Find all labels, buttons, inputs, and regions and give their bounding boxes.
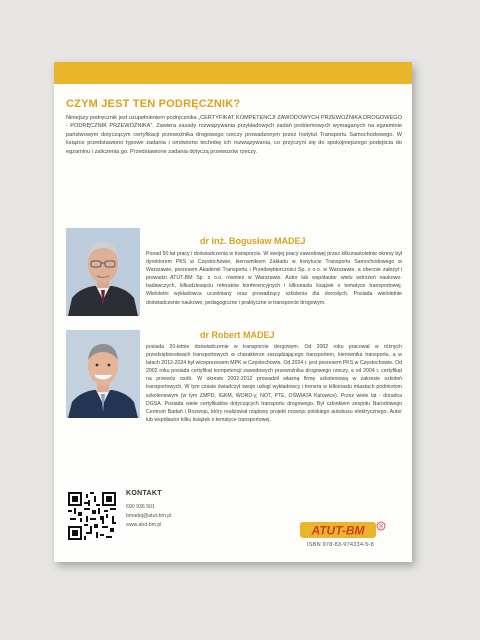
contact-phone: 690 936 501 xyxy=(126,504,155,510)
contact-email: bmadej@atut-bm.pl xyxy=(126,513,172,519)
cover-heading: CZYM JEST TEN PODRĘCZNIK? xyxy=(66,98,241,110)
author-bio-2: posiada 20-letnie doświadczenie w transporcie drogowym. Od 2002 roku pracował w różnych przedsiębiorstwach transportowych w charakterze zarządzającego transportem, kierownika transportu, a w latach 2012-2024 był wiceprezesem MPK w Częstochowie. Od 2024 r. jest prezesem PKS w Częstochowie. Od 2002 roku posiada certyfikat kompetencji zawodowych przewoźnika drogowego rzeczy, a od 2004 r. certyfikat na przewóz osób. W okresie 2002-2012 prowadził własną firmę szkoleniową w zakresie szkoleń transportowych. W tym czasie świadczył swoje usługi wykładowcy i trenera w kilkunastu miastach podmiotom szkoleniowym (w tym ZMPD, IGKM, WORD-y, NOT, PTE, OŚWIATA Katowice). Przez wiele lat - doradca DGSA. Posiada wiele certyfikatów dotyczących transportu drogowego. Był członkiem zespołu Narodowego Centrum Badań i Rozwoju, który realizował rządowy projekt rozwoju polskiego autobusu elektrycznego. Autor lub współautor kilku książek o tematyce transportowej. xyxy=(146,344,402,423)
author-name-1: dr inż. Bogusław MADEJ xyxy=(200,236,306,246)
book-back-cover xyxy=(54,62,412,562)
contact-website: www.atut-bm.pl xyxy=(126,522,162,528)
author-name-2: dr Robert MADEJ xyxy=(200,330,275,340)
author-photo-2 xyxy=(66,330,140,418)
isbn-number: ISBN 978-83-974334-5-8 xyxy=(307,542,374,548)
qr-code-icon xyxy=(66,490,118,542)
contact-title: KONTAKT xyxy=(126,490,162,497)
author-photo-1 xyxy=(66,228,140,316)
logo-registered-mark: ® xyxy=(378,524,384,531)
logo-text: ATUT-BM xyxy=(311,523,365,538)
cover-intro-paragraph: Niniejszy podręcznik jest uzupełnieniem podręcznika „CERTYFIKAT KOMPETENCJI ZAWODOWYCH PRZEWOŹNIKA DROGOWEGO - PODRĘCZNIK PRZEWOŹNIKA”. Zawiera zasady rozwiązywania przykładowych zadań problemowych wymaganych na egzaminie państwowym dotyczącym certyfikacji przewoźnika drogowego rzeczy prowadzonym przez Instytut Transportu Samochodowego. W książce przedstawiono typowe zadania i omówiono technikę ich rozwiązywania, co przyczyni się do spokojniejszego podejścia do egzaminu i zaliczenia go. Przedstawione zadania dotyczą przewozów rzeczy. xyxy=(66,115,402,155)
portrait-younger-man-icon xyxy=(66,330,140,418)
publisher-logo-icon xyxy=(300,520,386,540)
portrait-older-man-icon xyxy=(66,228,140,316)
author-bio-1: Ponad 50 lat pracy i doświadczenia w transporcie. W swojej pracy zawodowej przez kilkunastoletnie okresy był dyrektorem PKS w Częstochowie, kierownikiem Zakładu w Instytucie Transportu Samochodowego w Warszawie, prezesem Akademii Transportu i Przedsiębiorczości Sp. z o.o. w Warszawie, a obecnie założył i prowadzi ATUT-BM Sp. z o.o. również w Warszawie. Autor lub współautor wielu wdrożeń naukowo-badawczych, kilkudziesięciu referatów konferencyjnych i kilkunastu książek o tematyce transportowej. Wieloletni wykładowca uczelniany oraz prowadzący szkolenia dla dorosłych. Posiada wieloletnie doświadczenie naukowe, pedagogiczne i praktyczne w transporcie drogowym. xyxy=(146,251,402,306)
top-accent-stripe xyxy=(54,62,412,84)
